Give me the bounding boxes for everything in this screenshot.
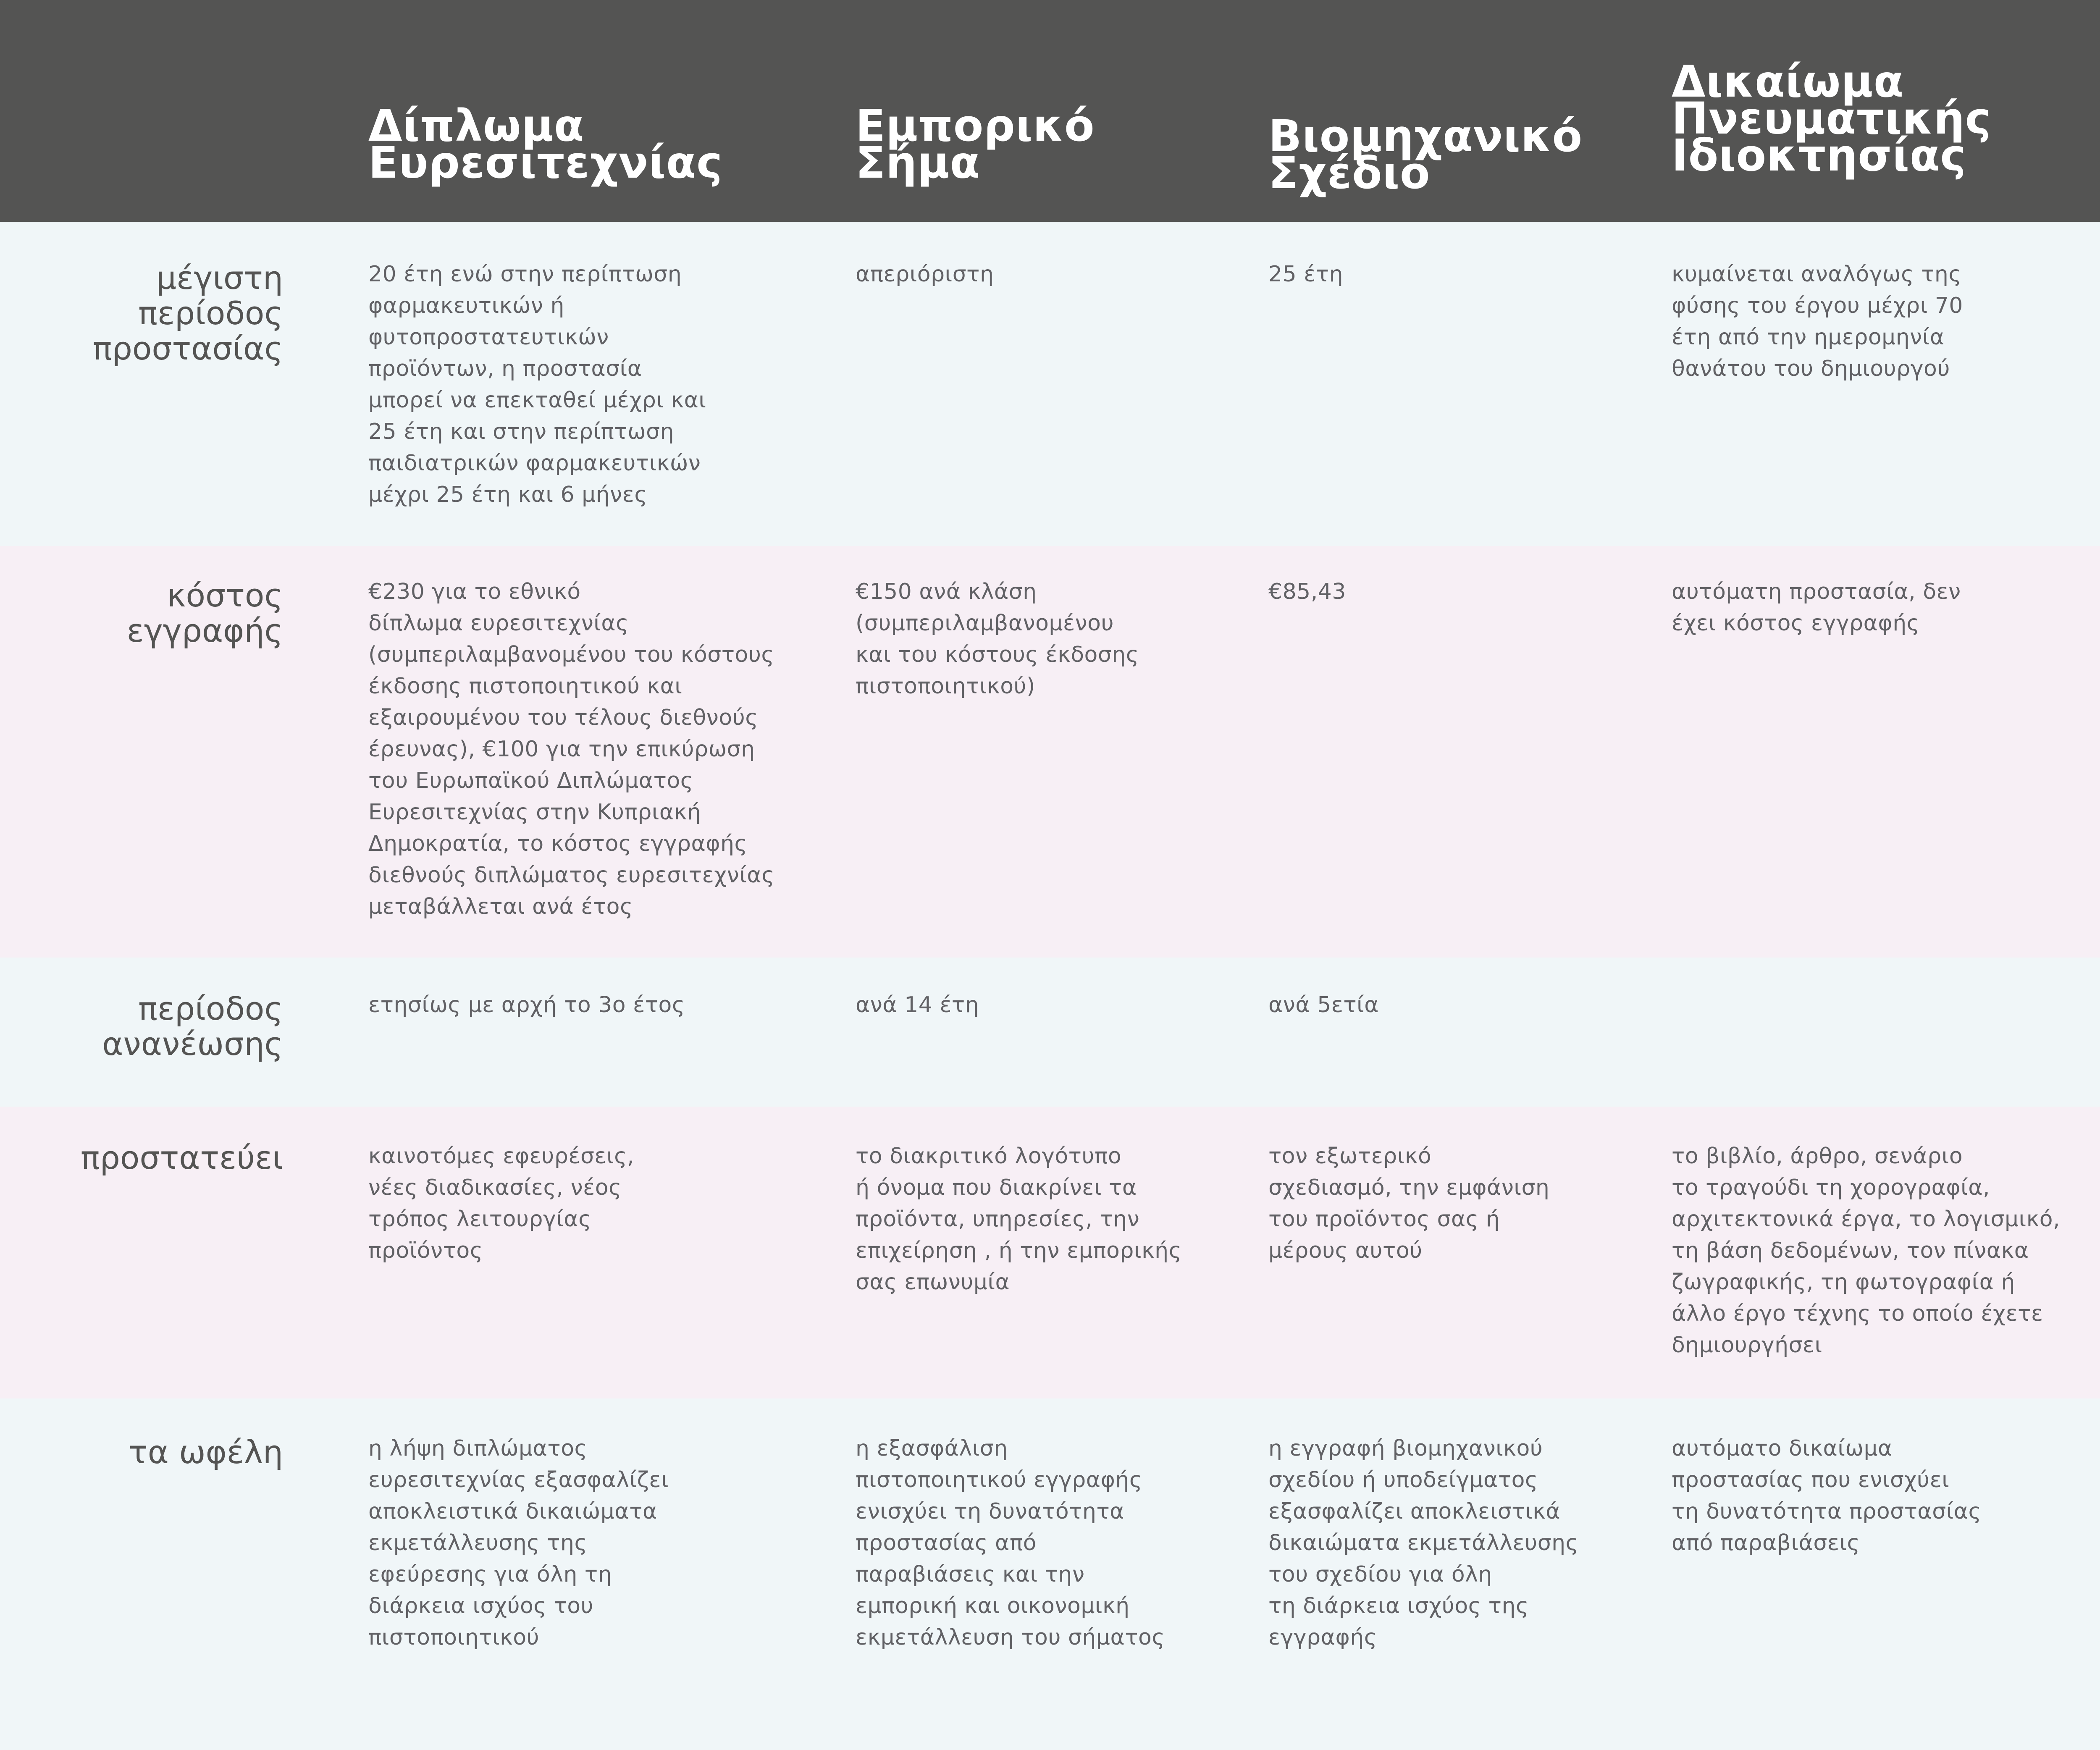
- row-label: περίοδος ανανέωσης: [102, 990, 283, 1063]
- cell-patent: 20 έτη ενώ στην περίπτωση φαρμακευτικών ή φυτοπροστατευτικών προϊόντων, η προστασία μπορεί να επεκταθεί μέχρι και 25 έτη και στην περίπτωση παιδιατρικών φαρμακευτικών μέχρι 25 έτη και 6 μήνες: [368, 262, 706, 507]
- cell-trademark: η εξασφάλιση πιστοποιητικού εγγραφής ενισχύει τη δυνατότητα προστασίας από παραβιάσεις και την εμπορική και οικονομική εκμετάλλευση του σήματος: [856, 1436, 1165, 1650]
- cell-copyright: αυτόματο δικαίωμα προστασίας που ενισχύει τη δυνατότητα προστασίας από παραβιάσεις: [1672, 1436, 1982, 1556]
- row-max-protection-period: [0, 222, 2100, 546]
- table-header: [0, 0, 2100, 222]
- cell-industrial-design: €85,43: [1268, 579, 1346, 604]
- column-header-industrial-design: Βιομηχανικό Σχέδιο: [1268, 110, 1583, 199]
- cell-copyright: αυτόματη προστασία, δεν έχει κόστος εγγραφής: [1672, 579, 1961, 636]
- row-benefits: [0, 1398, 2100, 1750]
- cell-patent: €230 για το εθνικό δίπλωμα ευρεσιτεχνίας (συμπεριλαμβανομένου του κόστους έκδοσης πιστοποιητικού και εξαιρουμένου του τέλους διεθνούς έρευνας), €100 για την επικύρωση του Ευρωπαϊκού Διπλώματος Ευρεσιτεχνίας στην Κυπριακή Δημοκρατία, το κόστος εγγραφής διεθνούς διπλώματος ευρεσιτεχνίας μεταβάλλεται ανά έτος: [368, 579, 775, 919]
- row-protects: [0, 1107, 2100, 1398]
- column-header-patent: Δίπλωμα Ευρεσιτεχνίας: [368, 100, 723, 188]
- cell-industrial-design: 25 έτη: [1268, 262, 1344, 287]
- cell-patent: ετησίως με αρχή το 3ο έτος: [368, 992, 685, 1018]
- cell-trademark: απεριόριστη: [856, 262, 994, 287]
- row-registration-cost: [0, 546, 2100, 958]
- cell-industrial-design: τον εξωτερικό σχεδιασμό, την εμφάνιση του προϊόντος σας ή μέρους αυτού: [1268, 1144, 1550, 1263]
- row-label: κόστος εγγραφής: [126, 577, 283, 649]
- row-renewal-period: [0, 958, 2100, 1107]
- row-label: τα ωφέλη: [128, 1433, 283, 1471]
- cell-trademark: το διακριτικό λογότυπο ή όνομα που διακρίνει τα προϊόντα, υπηρεσίες, την επιχείρηση , ή την εμπορικής σας επωνυμία: [856, 1144, 1182, 1295]
- cell-industrial-design: η εγγραφή βιομηχανικού σχεδίου ή υποδείγματος εξασφαλίζει αποκλειστικά δικαιώματα εκμετάλλευσης του σχεδίου για όλη τη διάρκεια ισχύος της εγγραφής: [1268, 1436, 1579, 1650]
- cell-trademark: €150 ανά κλάση (συμπεριλαμβανομένου και του κόστους έκδοσης πιστοποιητικού): [856, 579, 1139, 699]
- cell-patent: καινοτόμες εφευρέσεις, νέες διαδικασίες, νέος τρόπος λειτουργίας προϊόντος: [368, 1144, 635, 1263]
- row-label: προστατεύει: [80, 1139, 283, 1176]
- cell-trademark: ανά 14 έτη: [856, 992, 979, 1018]
- cell-copyright: το βιβλίο, άρθρο, σενάριο το τραγούδι τη χορογραφία, αρχιτεκτονικά έργα, το λογισμικό, τη βάση δεδομένων, τον πίνακα ζωγραφικής, τη φωτογραφία ή άλλο έργο τέχνης το οποίο έχετε δημιουργήσει: [1672, 1144, 2061, 1358]
- column-header-trademark: Εμπορικό Σήμα: [856, 100, 1095, 188]
- row-label: μέγιστη περίοδος προστασίας: [92, 259, 283, 367]
- cell-copyright: κυμαίνεται αναλόγως της φύσης του έργου μέχρι 70 έτη από την ημερομηνία θανάτου του δημιουργού: [1672, 262, 1963, 381]
- cell-industrial-design: ανά 5ετία: [1268, 992, 1379, 1018]
- column-header-copyright: Δικαίωμα Πνευματικής Ιδιοκτησίας: [1672, 56, 1992, 181]
- cell-patent: η λήψη διπλώματος ευρεσιτεχνίας εξασφαλίζει αποκλειστικά δικαιώματα εκμετάλλευσης της εφεύρεσης για όλη τη διάρκεια ισχύος του πιστοποιητικού: [368, 1436, 669, 1650]
